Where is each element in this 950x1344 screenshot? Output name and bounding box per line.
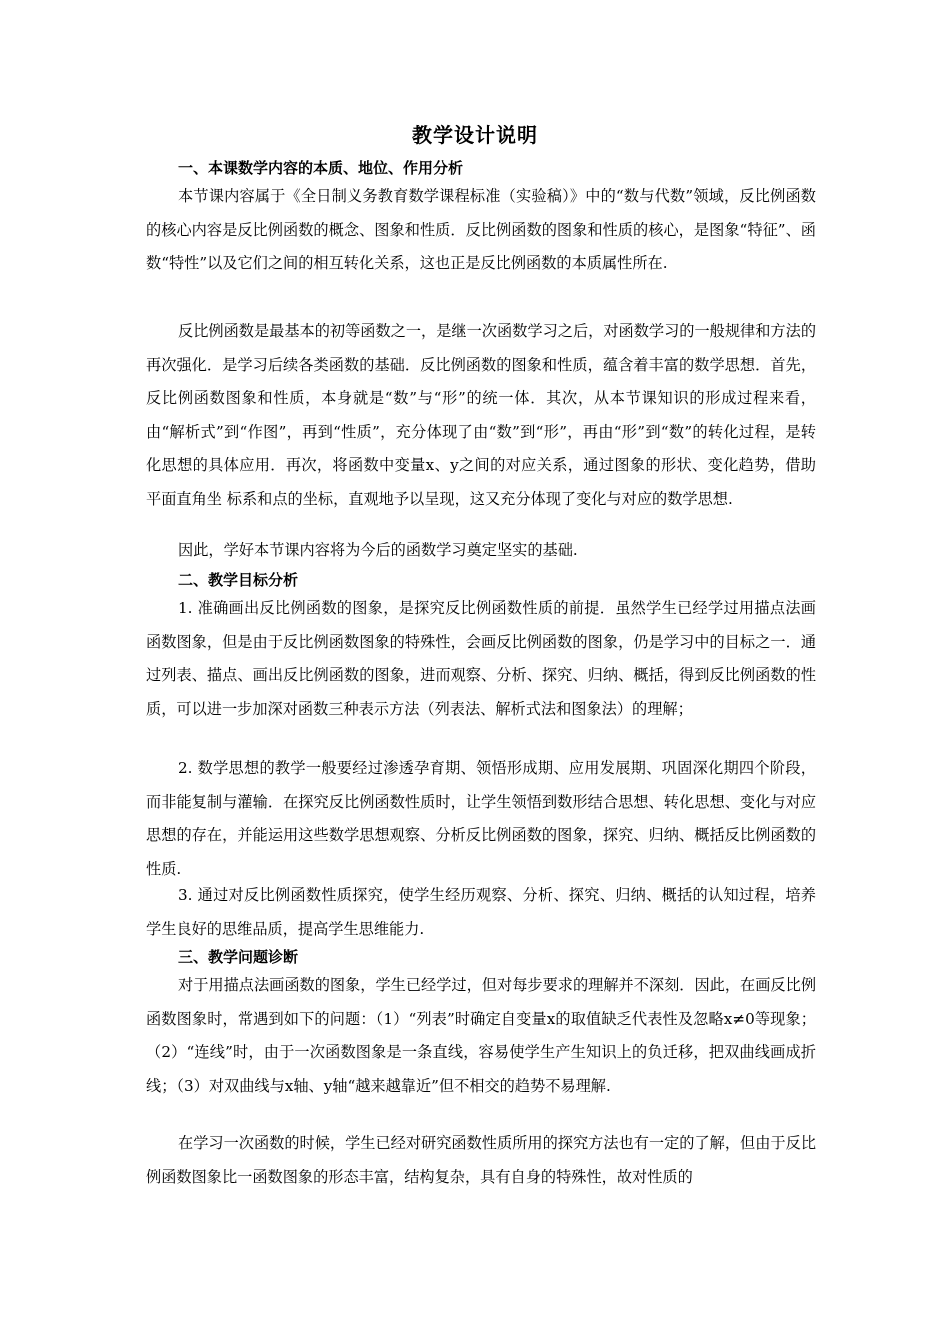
paragraph-2-2: 2. 数学思想的教学一般要经过渗透孕育期、领悟形成期、应用发展期、巩固深化期四个阶段，而非能复制与灌输．在探究反比例函数性质时，让学生领悟到数形结合思想、转化思想、变化与对应思想的存在，并能运用这些数学思想观察、分析反比例函数的图象，探究、归纳、概括反比例函数的性质. (146, 759, 816, 878)
paragraph-3-1: 对于用描点法画函数的图象，学生已经学过，但对每步要求的理解并不深刻．因此，在画反比例函数图象时，常遇到如下的问题：（1）“列表”时确定自变量x的取值缺乏代表性及忽略x≠0等现象；（2）“连线”时，由于一次函数图象是一条直线，容易使学生产生知识上的负迁移，把双曲线画成折线；（3）对双曲线与x轴、y轴“越来越靠近”但不相交的趋势不易理解. (146, 976, 816, 1095)
section-heading-2: 二、教学目标分析 (178, 571, 299, 589)
section-heading-1: 一、本课数学内容的本质、地位、作用分析 (178, 159, 464, 177)
paragraph-2-1: 1. 准确画出反比例函数的图象，是探究反比例函数性质的前提．虽然学生已经学过用描点法画函数图象，但是由于反比例函数图象的特殊性，会画反比例函数的图象，仍是学习中的目标之一．通过列表、描点、画出反比例函数的图象，进而观察、分析、探究、归纳、概括，得到反比例函数的性质，可以进一步加深对函数三种表示方法（列表法、解析式法和图象法）的理解； (146, 599, 816, 718)
document-title: 教学设计说明 (412, 123, 538, 147)
paragraph-1-2: 反比例函数是最基本的初等函数之一，是继一次函数学习之后，对函数学习的一般规律和方法的再次强化．是学习后续各类函数的基础．反比例函数的图象和性质，蕴含着丰富的数学思想．首先，反比例函数图象和性质，本身就是“数”与“形”的统一体．其次，从本节课知识的形成过程来看，由“解析式”到“作图”，再到“性质”，充分体现了由“数”到“形”，再由“形”到“数”的转化过程，是转化思想的具体应用．再次，将函数中变量x、y之间的对应关系，通过图象的形状、变化趋势，借助平面直角坐 标系和点的坐标，直观地予以呈现，这又充分体现了变化与对应的数学思想. (146, 322, 816, 508)
paragraph-1-1: 本节课内容属于《全日制义务教育数学课程标准（实验稿）》中的“数与代数”领域，反比例函数的核心内容是反比例函数的概念、图象和性质．反比例函数的图象和性质的核心，是图象“特征”、函数“特性”以及它们之间的相互转化关系，这也正是反比例函数的本质属性所在. (146, 187, 816, 273)
paragraph-3-2: 在学习一次函数的时候，学生已经对研究函数性质所用的探究方法也有一定的了解，但由于反比例函数图象比一函数图象的形态丰富，结构复杂，具有自身的特殊性，故对性质的 (146, 1134, 816, 1186)
section-heading-3: 三、教学问题诊断 (178, 948, 299, 966)
paragraph-2-3: 3. 通过对反比例函数性质探究，使学生经历观察、分析、探究、归纳、概括的认知过程，培养学生良好的思维品质，提高学生思维能力. (146, 886, 816, 938)
paragraph-1-3: 因此，学好本节课内容将为今后的函数学习奠定坚实的基础. (178, 541, 578, 559)
